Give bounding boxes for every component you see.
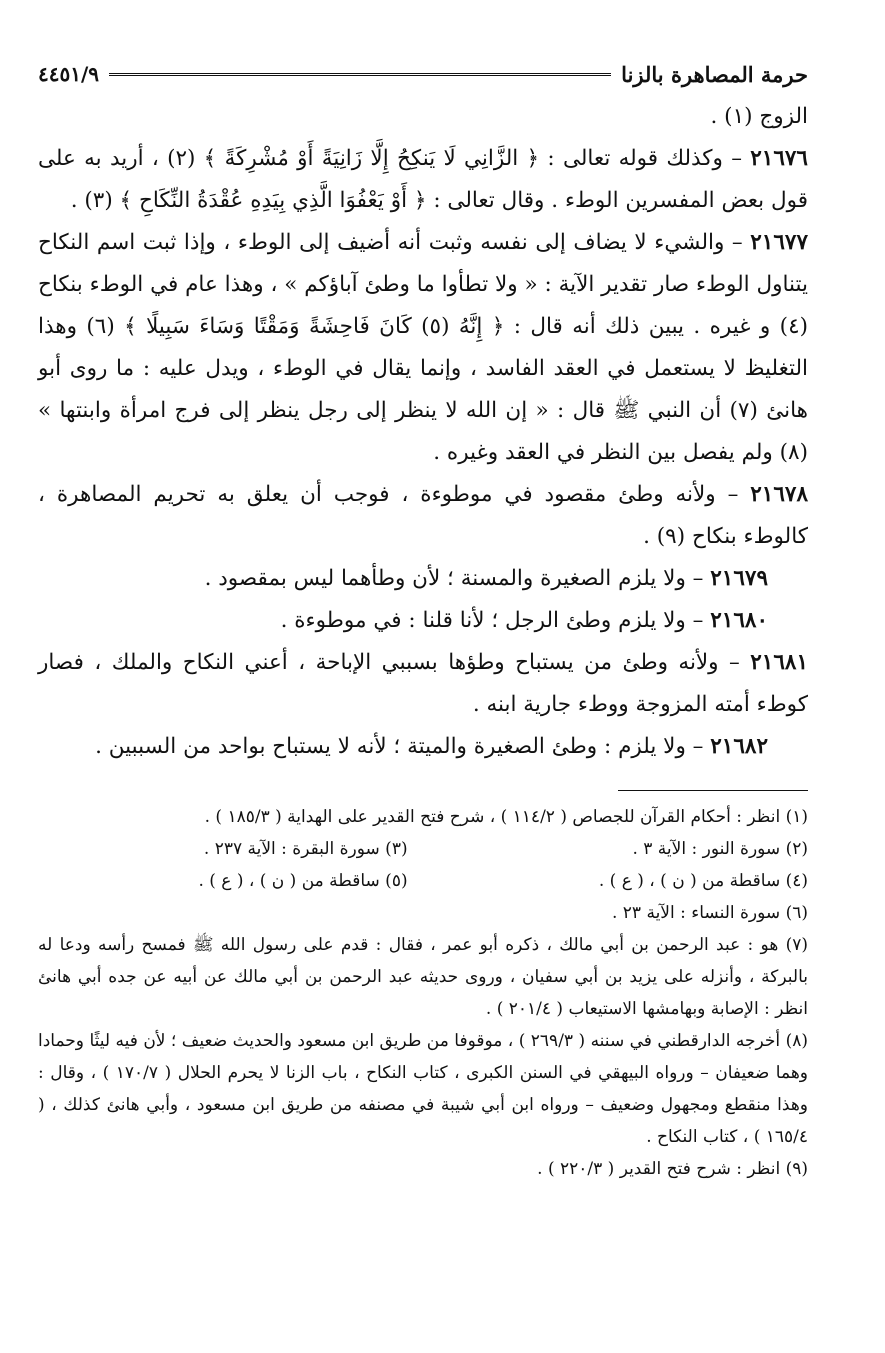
paragraph-21679 xyxy=(38,558,808,600)
paragraph-21676 xyxy=(38,138,808,222)
footnote-3: (٣) سورة البقرة : الآية ٢٣٧ . xyxy=(203,839,408,859)
paragraph-number: ٢١٦٧٧ xyxy=(750,230,808,255)
footnote-row xyxy=(38,865,808,897)
footnote-row xyxy=(38,833,808,865)
paragraph-text: – ولا يلزم وطئ الرجل ؛ لأنا قلنا : في موطوءة . xyxy=(280,608,711,633)
book-page xyxy=(38,52,808,1185)
page-number: ٤٤٥١/٩ xyxy=(38,62,100,86)
footnote-1: (١) انظر : أحكام القرآن للجصاص ( ١١٤/٢ ) ، شرح فتح القدير على الهداية ( ١٨٥/٣ ) . xyxy=(204,807,808,827)
paragraph-21681 xyxy=(38,642,808,726)
footnote-7: (٧) هو : عبد الرحمن بن أبي مالك ، ذكره أبو عمر ، فقال : قدم على رسول الله ﷺ فمسح رأسه ودعا له بالبركة ، وأنزله على يزيد بن أبي سفيان ، وروى حديثه عبد الرحمن بن أبي مالك عن أبيه عن جده أبي هانئ انظر : الإصابة وبهامشها الاستيعاب ( ٢٠١/٤ ) . xyxy=(38,935,808,1019)
paragraph-21678 xyxy=(38,474,808,558)
footnote-2: (٢) سورة النور : الآية ٣ . xyxy=(632,839,808,859)
paragraph-21680 xyxy=(38,600,808,642)
paragraph-text: – ولا يلزم الصغيرة والمسنة ؛ لأن وطأهما ليس بمقصود . xyxy=(204,566,711,591)
paragraph-number: ٢١٦٧٦ xyxy=(750,146,808,171)
paragraph-number: ٢١٦٨١ xyxy=(750,650,808,675)
paragraph-number: ٢١٦٨٢ xyxy=(710,734,768,759)
paragraph-21677 xyxy=(38,222,808,474)
paragraph-number: ٢١٦٧٩ xyxy=(710,566,768,591)
main-text xyxy=(38,96,808,768)
footnotes xyxy=(38,801,808,1185)
footnote-5: (٥) ساقطة من ( ن ) ، ( ع ) . xyxy=(198,871,408,891)
paragraph-text: – ولا يلزم : وطئ الصغيرة والميتة ؛ لأنه لا يستباح بواحد من السببين . xyxy=(95,734,711,759)
paragraph-text: – وكذلك قوله تعالى : ﴿ الزَّانِي لَا يَنكِحُ إِلَّا زَانِيَةً أَوْ مُشْرِكَةً ﴾ (٢) ، أريد به على قول بعض المفسرين الوطء . وقال تعالى : ﴿ أَوْ يَعْفُوَا الَّذِي بِيَدِهِ عُقْدَةُ النِّكَاحِ ﴾ (٣) . xyxy=(38,146,808,213)
footnote-9: (٩) انظر : شرح فتح القدير ( ٢٢٠/٣ ) . xyxy=(537,1159,808,1179)
paragraph-number: ٢١٦٧٨ xyxy=(750,482,808,507)
paragraph-text: الزوج (١) . xyxy=(710,104,808,129)
paragraph-continuation xyxy=(38,96,808,138)
footnote-4: (٤) ساقطة من ( ن ) ، ( ع ) . xyxy=(598,871,808,891)
paragraph-text: – والشيء لا يضاف إلى نفسه وثبت أنه أضيف إلى الوطء ، وإذا ثبت اسم النكاح يتناول الوطء صار تقدير الآية : « ولا تطأوا ما وطئ آباؤكم » ، وهذا عام في الوطء بنكاح (٤) و غيره . يبين ذلك أنه قال : ﴿ إِنَّهُ (٥) كَانَ فَاحِشَةً وَمَقْتًا وَسَاءَ سَبِيلًا ﴾ (٦) وهذا التغليظ لا يستعمل في العقد الفاسد ، وإنما يقال في الوطء ، ويدل عليه : ما روى أبو هانئ (٧) أن النبي ﷺ قال : « إن الله لا ينظر إلى رجل ينظر إلى فرج امرأة وابنتها » (٨) ولم يفصل بين النظر في العقد وغيره . xyxy=(38,230,809,465)
chapter-title: حرمة المصاهرة بالزنا xyxy=(621,61,808,87)
header-rule xyxy=(109,73,611,76)
footnotes-separator xyxy=(618,790,808,791)
paragraph-text: – ولأنه وطئ مقصود في موطوءة ، فوجب أن يعلق به تحريم المصاهرة ، كالوطء بنكاح (٩) . xyxy=(38,482,808,549)
page-header xyxy=(38,52,808,96)
footnote-8: (٨) أخرجه الدارقطني في سننه ( ٢٦٩/٣ ) ، موقوفا من طريق ابن مسعود والحديث ضعيف ؛ لأن فيه ليثًا وحمادا وهما ضعيفان – ورواه البيهقي في السنن الكبرى ، كتاب النكاح ، باب الزنا لا يحرم الحلال ( ١٧٠/٧ ) ، وقال : وهذا منقطع ومجهول وضعيف – ورواه ابن أبي شيبة في مصنفه من طريق ابن مسعود ، وأبي هانئ كذلك ، ( ١٦٥/٤ ) ، كتاب النكاح . xyxy=(38,1031,808,1147)
paragraph-text: – ولأنه وطئ من يستباح وطؤها بسببي الإباحة ، أعني النكاح والملك ، فصار كوطء أمته المزوجة ووطء جارية ابنه . xyxy=(38,650,808,717)
footnote-6: (٦) سورة النساء : الآية ٢٣ . xyxy=(611,903,808,923)
paragraph-21682 xyxy=(38,726,808,768)
paragraph-number: ٢١٦٨٠ xyxy=(710,608,768,633)
